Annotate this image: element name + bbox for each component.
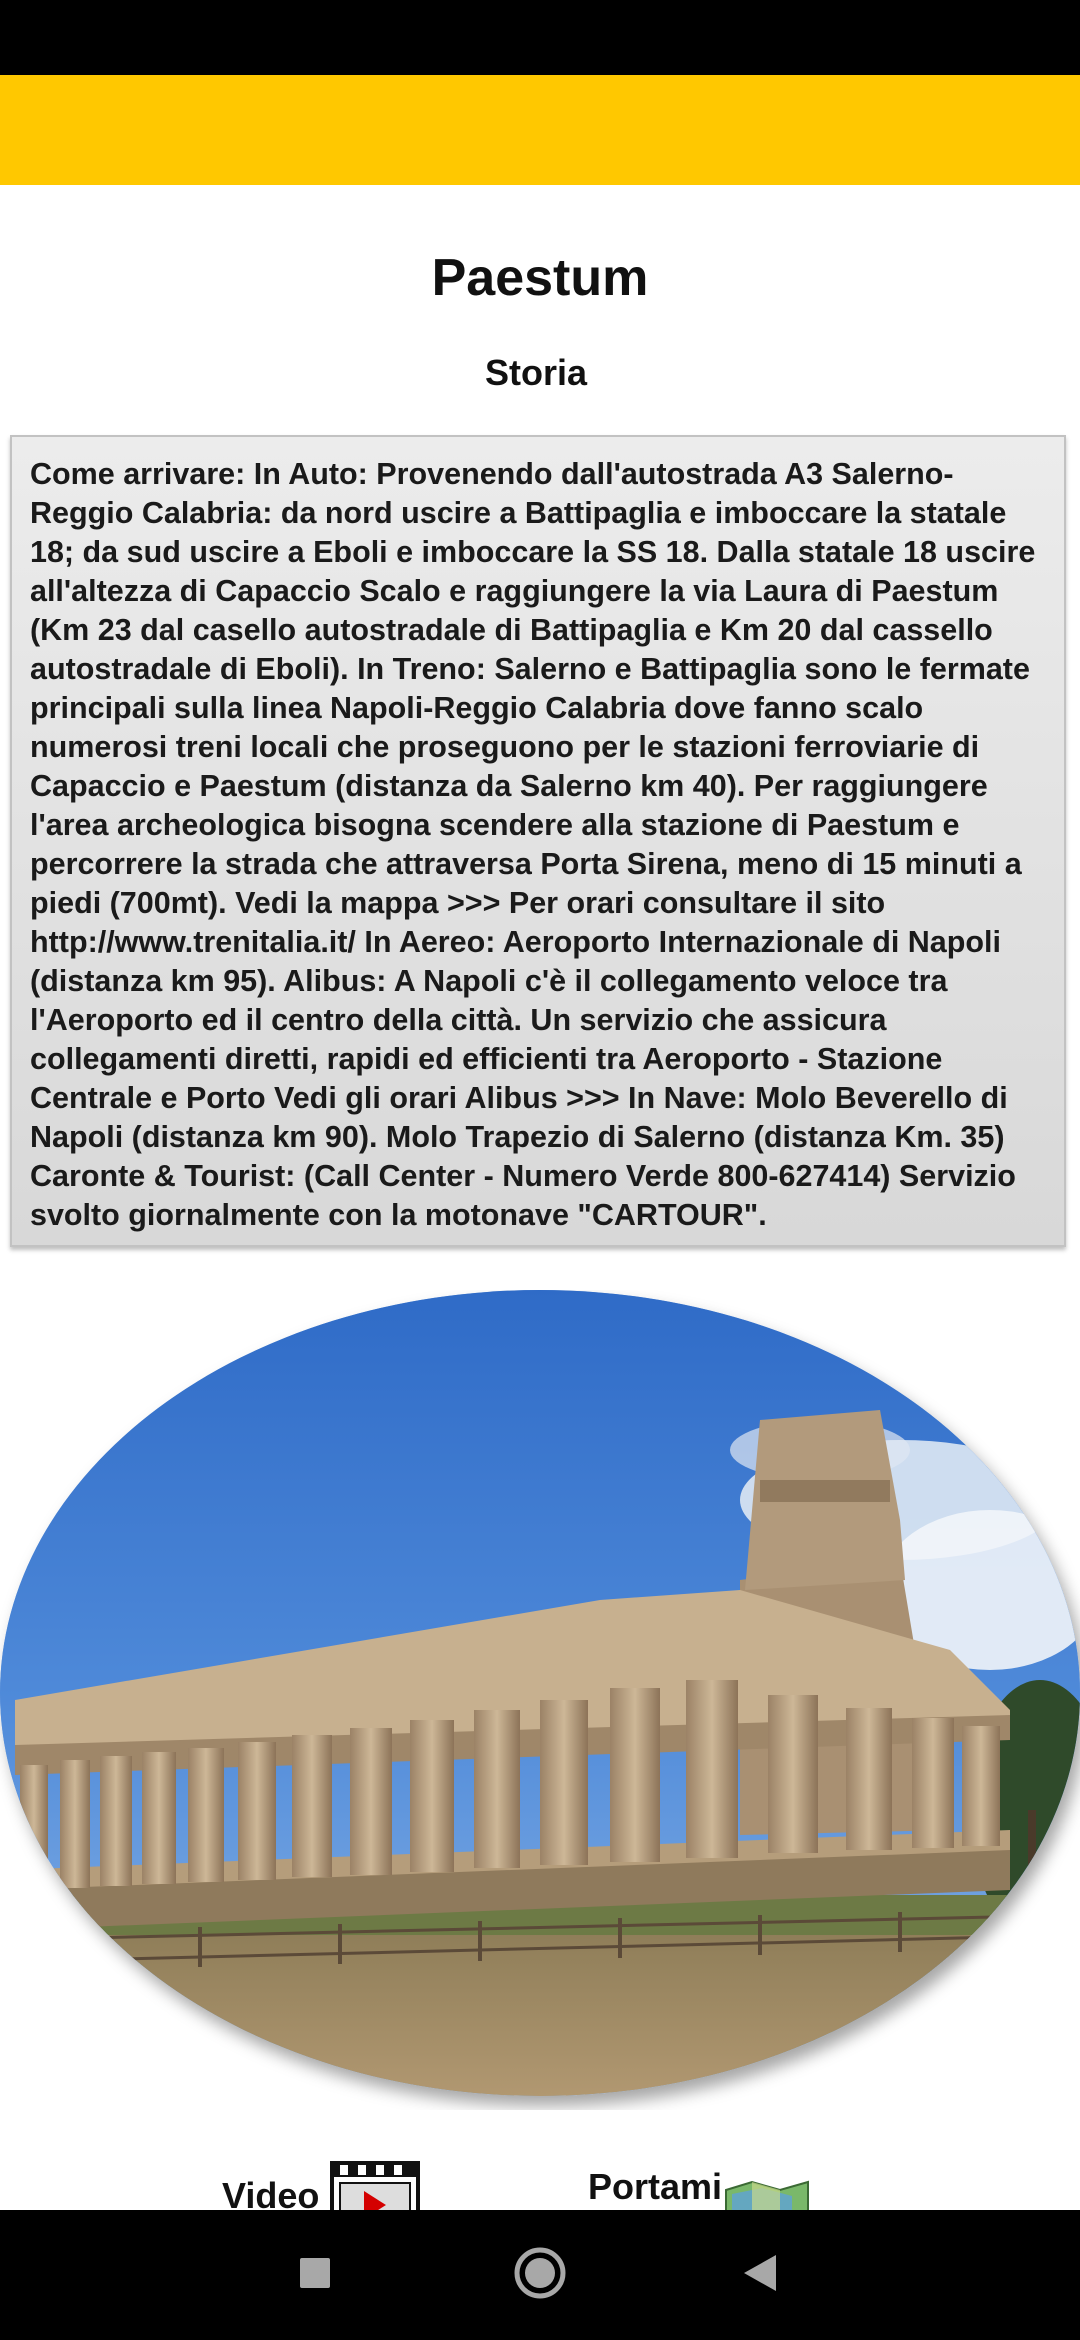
app-bar <box>0 75 1080 185</box>
triangle-back-icon <box>742 2253 778 2298</box>
square-icon <box>298 2256 332 2295</box>
home-button[interactable] <box>480 2210 600 2340</box>
back-button[interactable] <box>700 2210 820 2340</box>
map-icon <box>722 2178 812 2210</box>
section-subtitle: Storia <box>484 352 588 393</box>
circle-icon <box>513 2246 567 2305</box>
film-play-icon <box>330 2161 420 2210</box>
status-bar <box>0 0 1080 75</box>
system-nav-bar <box>0 2210 1080 2340</box>
temple-photo <box>0 1290 1080 2110</box>
recents-button[interactable] <box>255 2210 375 2340</box>
directions-text: Come arrivare: In Auto: Provenendo dall'autostrada A3 Salerno-Reggio Calabria: da nord uscire a Battipaglia e imboccare la statale 18; da sud uscire a Eboli e imboccare la SS 18. Dalla statale 18 uscire all'altezza di Capaccio Scalo e raggiungere la via Laura di Paestum (Km 23 dal casello autostradale di Battipaglia e Km 20 dal cassello autostradale di Eboli). In Treno: Salerno e Battipaglia sono le fermate principali sulla linea Napoli-Reggio Calabria dove fanno scalo numerosi treni locali che proseguono per le stazioni ferroviarie di Capaccio e Paestum (distanza da Salerno km 40). Per raggiungere l'area archeologica bisogna scendere alla stazione di Paestum e percorrere la strada che attraversa Porta Sirena, meno di 15 minuti a piedi (700mt). Vedi la mappa >>> Per orari consultare il sito http://www.trenitalia.it/ In Aereo: Aeroporto Internazionale di Napoli (distanza km 95). Alibus: A Napoli c'è il collegamento veloce tra l'Aeroporto ed il centro della città. Un servizio che assicura collegamenti diretti, rapidi ed efficienti tra Aeroporto - Stazione Centrale e Porto Vedi gli orari Alibus >>> In Nave: Molo Beverello di Napoli (distanza km 90). Molo Trapezio di Salerno (distanza Km. 35) Caronte & Tourist: (Call Center - Numero Verde 800-627414) Servizio svolto giornalmente con la motonave "CARTOUR". <box>30 457 1036 1232</box>
video-button-label: Video <box>222 2175 320 2210</box>
page-title: Paestum <box>431 249 649 307</box>
bottom-buttons <box>0 2150 1080 2210</box>
map-button-label: Portami <box>588 2166 723 2207</box>
directions-text-box <box>10 435 1066 1247</box>
